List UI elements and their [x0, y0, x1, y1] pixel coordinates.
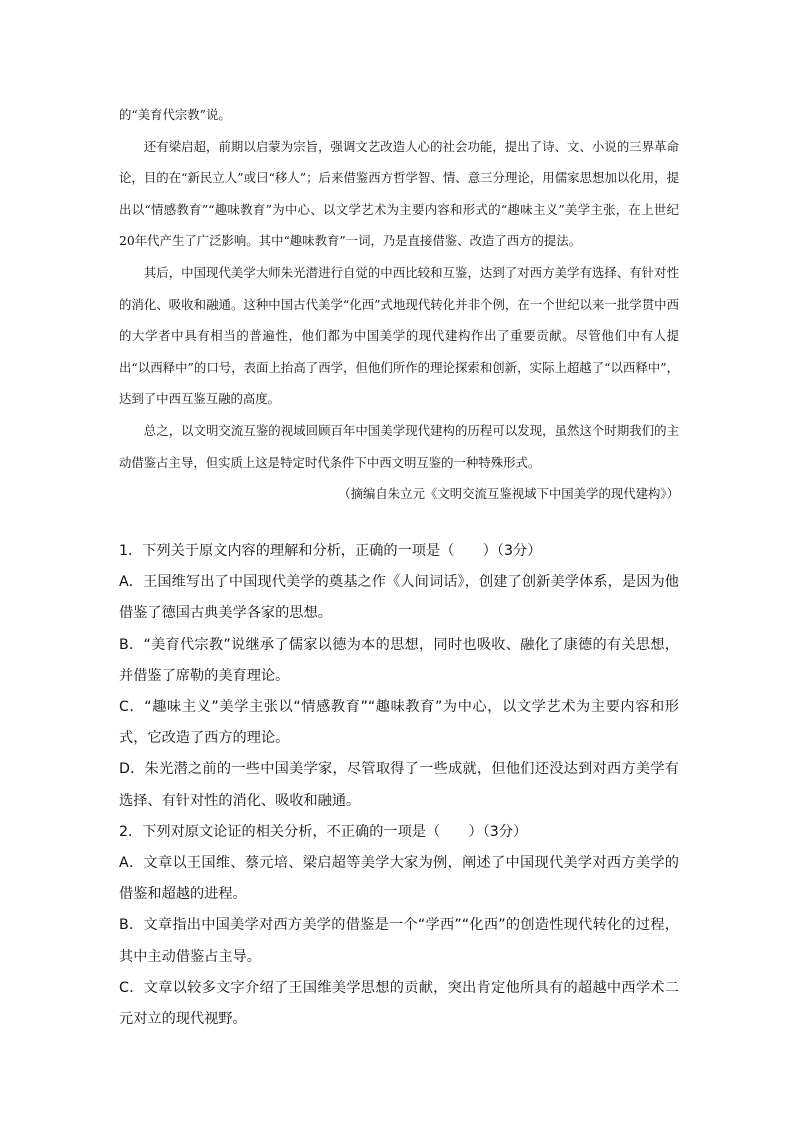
- answer-option: B．“美育代宗教”说继承了儒家以德为本的思想，同时也吸收、融化了康德的有关思想，并借鉴了席勒的美育理论。: [119, 636, 679, 684]
- passage-paragraph: 其后，中国现代美学大师朱光潜进行自觉的中西比较和互鉴，达到了对西方美学有选择、有针对性的消化、吸收和融通。这种中国古代美学“化西”式地现代转化并非个例，在一个世纪以来一批学贯中西的大学者中具有相当的普遍性，他们都为中国美学的现代建构作出了重要贡献。尽管他们中有人提出“以西释中”的口号，表面上抬高了西学，但他们所作的理论探索和创新，实际上超越了“以西释中”，达到了中西互鉴互融的高度。: [119, 264, 679, 407]
- passage-source: （摘编自朱立元《文明交流互鉴视域下中国美学的现代建构》）: [338, 486, 679, 502]
- passage-paragraph: 的“美育代宗教”说。: [119, 107, 231, 122]
- question-stem: 2．下列对原文论证的相关分析，不正确的一项是（ ）（3分）: [119, 823, 528, 840]
- question-section: [119, 536, 679, 1035]
- passage-paragraph: 总之，以文明交流互鉴的视域回顾百年中国美学现代建构的历程可以发现，虽然这个时期我们的主动借鉴占主导，但实质上这是特定时代条件下中西文明互鉴的一种特殊形式。: [119, 422, 679, 470]
- answer-option: B．文章指出中国美学对西方美学的借鉴是一个“学西”“化西”的创造性现代转化的过程，其中主动借鉴占主导。: [119, 917, 679, 965]
- answer-option: A．文章以王国维、蔡元培、梁启超等美学大家为例，阐述了中国现代美学对西方美学的借鉴和超越的进程。: [119, 855, 679, 903]
- answer-option: D．朱光潜之前的一些中国美学家，尽管取得了一些成就，但他们还没达到对西方美学有选择、有针对性的消化、吸收和融通。: [119, 761, 679, 809]
- answer-option: C．文章以较多文字介绍了王国维美学思想的贡献，突出肯定他所具有的超越中西学术二元对立的现代视野。: [119, 979, 679, 1028]
- answer-option: C．“趣味主义”美学主张以“情感教育”“趣味教育”为中心，以文学艺术为主要内容和形式，它改造了西方的理论。: [119, 699, 679, 747]
- reading-passage: [119, 99, 679, 510]
- passage-paragraph: 还有梁启超，前期以启蒙为宗旨，强调文艺改造人心的社会功能，提出了诗、文、小说的三界革命论，目的在“新民立人”或曰“移人”；后来借鉴西方哲学智、情、意三分理论，用儒家思想加以化用，提出以“情感教育”“趣味教育”为中心、以文学艺术为主要内容和形式的“趣味主义”美学主张，在上世纪20年代产生了广泛影响。其中“趣味教育”一词，乃是直接借鉴、改造了西方的提法。: [119, 138, 679, 249]
- answer-option: A．王国维写出了中国现代美学的奠基之作《人间词话》，创建了创新美学体系，是因为他借鉴了德国古典美学各家的思想。: [119, 574, 679, 622]
- question-stem: 1．下列关于原文内容的理解和分析，正确的一项是（ ）（3分）: [119, 543, 542, 559]
